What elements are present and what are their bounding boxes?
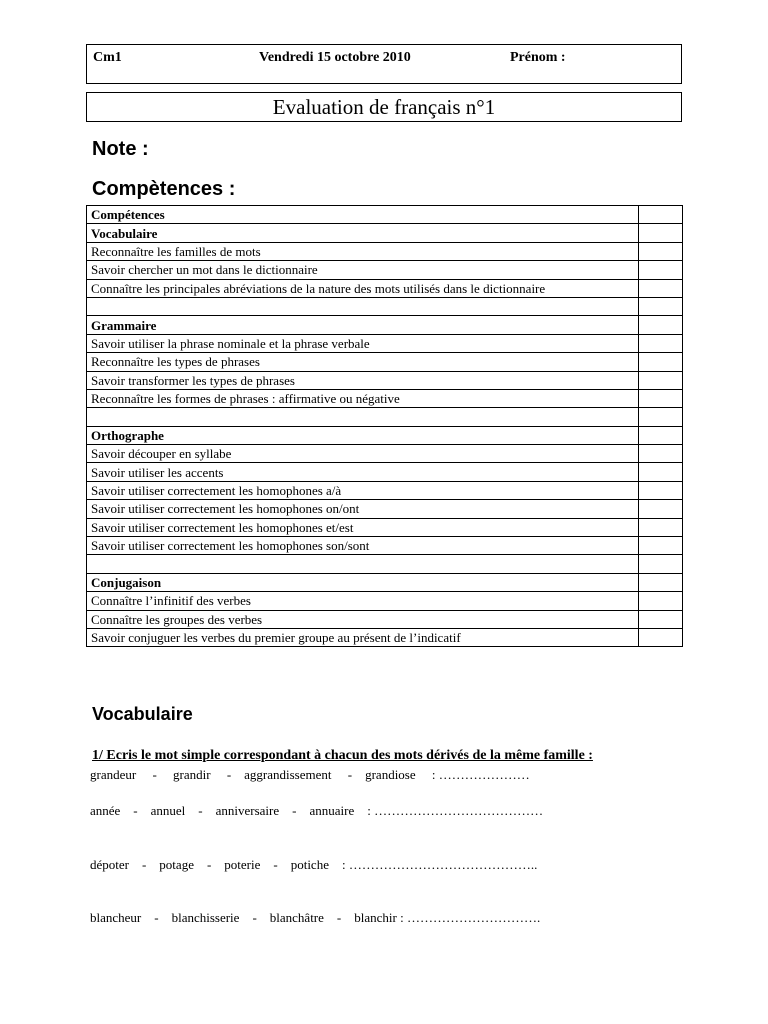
table-row	[87, 353, 683, 371]
score-cell	[639, 573, 683, 591]
table-cell-label	[87, 555, 639, 573]
exercise-line: dépoter - potage - poterie - potiche : ……………………………………..	[90, 857, 538, 872]
table-row	[87, 242, 683, 260]
table-cell-label: Savoir utiliser correctement les homophones et/est	[87, 518, 639, 536]
score-cell	[639, 537, 683, 555]
table-row	[87, 371, 683, 389]
table-cell-label: Savoir transformer les types de phrases	[87, 371, 639, 389]
table-row	[87, 426, 683, 444]
table-cell-label: Compétences	[87, 206, 639, 224]
vocabulaire-heading: Vocabulaire	[92, 704, 193, 724]
page-title: Evaluation de français n°1	[86, 92, 682, 122]
table-row	[87, 389, 683, 407]
table-cell-label: Vocabulaire	[87, 224, 639, 242]
table-cell-label: Savoir utiliser la phrase nominale et la phrase verbale	[87, 334, 639, 352]
table-cell-label: Savoir utiliser les accents	[87, 463, 639, 481]
score-cell	[639, 500, 683, 518]
score-cell	[639, 297, 683, 315]
table-row	[87, 445, 683, 463]
table-row	[87, 481, 683, 499]
score-cell	[639, 389, 683, 407]
score-cell	[639, 242, 683, 260]
note-heading: Note :	[92, 138, 149, 160]
table-cell-label: Connaître l’infinitif des verbes	[87, 592, 639, 610]
score-cell	[639, 445, 683, 463]
date-label: Vendredi 15 octobre 2010	[259, 50, 411, 65]
score-cell	[639, 463, 683, 481]
table-row	[87, 408, 683, 426]
table-cell-label: Reconnaître les types de phrases	[87, 353, 639, 371]
table-row	[87, 628, 683, 646]
table-cell-label: Savoir utiliser correctement les homophones a/à	[87, 481, 639, 499]
table-cell-label: Savoir utiliser correctement les homophones son/sont	[87, 537, 639, 555]
score-cell	[639, 353, 683, 371]
table-cell-label: Conjugaison	[87, 573, 639, 591]
table-row	[87, 518, 683, 536]
table-row	[87, 206, 683, 224]
score-cell	[639, 408, 683, 426]
score-cell	[639, 206, 683, 224]
table-cell-label: Connaître les principales abréviations de la nature des mots utilisés dans le dictionnaire	[87, 279, 639, 297]
table-row	[87, 261, 683, 279]
table-cell-label	[87, 408, 639, 426]
score-cell	[639, 334, 683, 352]
score-cell	[639, 426, 683, 444]
score-cell	[639, 628, 683, 646]
table-cell-label: Savoir utiliser correctement les homophones on/ont	[87, 500, 639, 518]
exercise-line: année - annuel - anniversaire - annuaire : …………………………………	[90, 803, 544, 818]
table-cell-label	[87, 297, 639, 315]
score-cell	[639, 555, 683, 573]
table-row	[87, 500, 683, 518]
score-cell	[639, 279, 683, 297]
table-row	[87, 537, 683, 555]
table-row	[87, 297, 683, 315]
table-cell-label: Grammaire	[87, 316, 639, 334]
table-row	[87, 610, 683, 628]
score-cell	[639, 610, 683, 628]
table-row	[87, 463, 683, 481]
score-cell	[639, 518, 683, 536]
table-row	[87, 316, 683, 334]
score-cell	[639, 481, 683, 499]
competences-heading: Compètences :	[92, 178, 236, 200]
header-box	[86, 44, 682, 84]
exercise-title: 1/ Ecris le mot simple correspondant à chacun des mots dérivés de la même famille :	[92, 748, 593, 763]
table-cell-label: Reconnaître les formes de phrases : affirmative ou négative	[87, 389, 639, 407]
table-row	[87, 224, 683, 242]
score-cell	[639, 224, 683, 242]
competences-table	[86, 205, 683, 647]
table-row	[87, 573, 683, 591]
table-cell-label: Reconnaître les familles de mots	[87, 242, 639, 260]
score-cell	[639, 261, 683, 279]
class-label: Cm1	[93, 50, 122, 65]
table-row	[87, 592, 683, 610]
table-cell-label: Orthographe	[87, 426, 639, 444]
exercise-line: blancheur - blanchisserie - blanchâtre - blanchir : ………………………….	[90, 910, 541, 925]
score-cell	[639, 371, 683, 389]
exercise-line: grandeur - grandir - aggrandissement - grandiose : …………………	[90, 767, 530, 782]
prenom-label: Prénom :	[510, 50, 566, 65]
table-row	[87, 279, 683, 297]
table-row	[87, 555, 683, 573]
table-cell-label: Savoir conjuguer les verbes du premier groupe au présent de l’indicatif	[87, 628, 639, 646]
table-cell-label: Connaître les groupes des verbes	[87, 610, 639, 628]
score-cell	[639, 316, 683, 334]
table-cell-label: Savoir découper en syllabe	[87, 445, 639, 463]
table-cell-label: Savoir chercher un mot dans le dictionnaire	[87, 261, 639, 279]
score-cell	[639, 592, 683, 610]
table-row	[87, 334, 683, 352]
